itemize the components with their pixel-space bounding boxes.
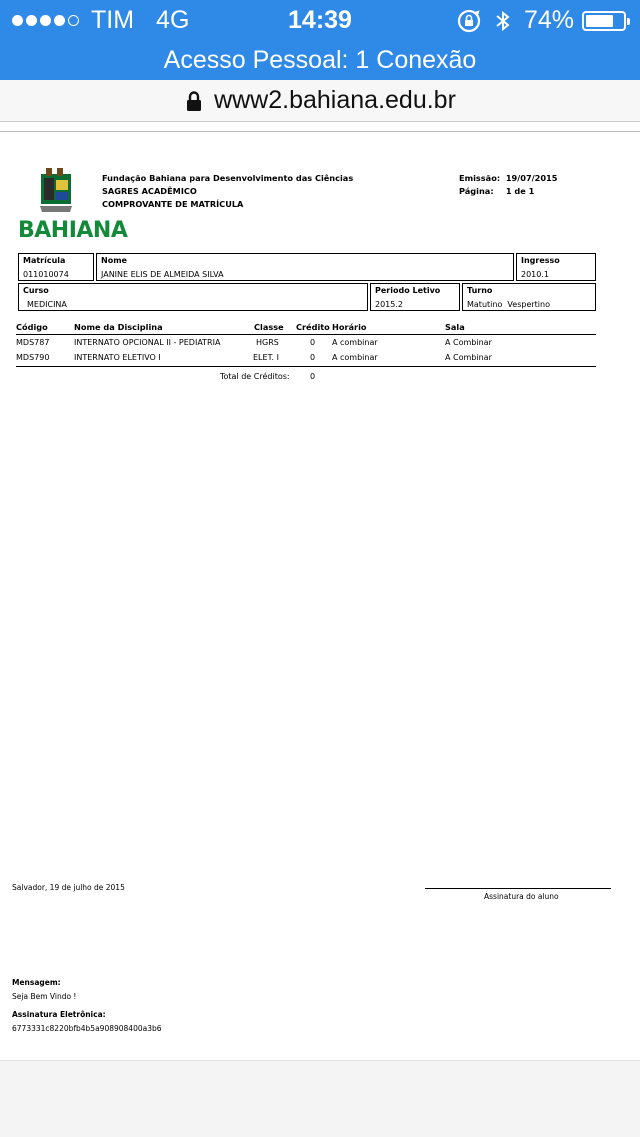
ingresso-value: 2010.1 [521, 270, 549, 279]
row2-horario: A combinar [332, 353, 378, 362]
row1-disciplina: INTERNATO OPCIONAL II - PEDIATRIA [74, 338, 221, 347]
row1-horario: A combinar [332, 338, 378, 347]
signature-label: Assinatura do aluno [484, 892, 559, 901]
network-type: 4G [156, 6, 190, 34]
message-value: Seja Bem Vindo ! [12, 992, 77, 1001]
col-header-credito: Crédito [296, 322, 330, 332]
browser-bottom-area [0, 1060, 640, 1137]
row2-disciplina: INTERNATO ELETIVO I [74, 353, 161, 362]
matricula-label: Matrícula [23, 256, 66, 265]
row1-classe: HGRS [256, 338, 279, 347]
nome-value: JANINE ELIS DE ALMEIDA SILVA [101, 270, 224, 279]
row1-sala: A Combinar [445, 338, 492, 347]
battery-icon [582, 11, 626, 31]
ingresso-box [516, 253, 596, 281]
esign-value: 6773331c8220bfb4b5a908908400a3b6 [12, 1024, 162, 1033]
bluetooth-icon [490, 8, 516, 34]
status-right [456, 6, 626, 35]
turno-value: Matutino Vespertino [467, 300, 550, 309]
page-number: 1 de 1 [505, 186, 535, 196]
status-time: 14:39 [288, 6, 352, 34]
col-header-sala: Sala [445, 322, 465, 332]
battery-percentage: 74% [523, 6, 574, 34]
matricula-box [18, 253, 94, 281]
curso-box [18, 283, 368, 311]
turno-box [462, 283, 596, 311]
row1-credito: 0 [310, 338, 316, 347]
document-meta [459, 172, 557, 198]
page-label: Página: [459, 186, 494, 196]
rotation-lock-icon [456, 8, 482, 34]
col-header-classe: Classe [254, 322, 284, 332]
battery-fill [586, 15, 613, 27]
row2-sala: A Combinar [445, 353, 492, 362]
matricula-value: 011010074 [23, 270, 69, 279]
lock-icon [184, 90, 204, 112]
message-label: Mensagem: [12, 978, 61, 987]
signature-line [425, 888, 611, 889]
nome-label: Nome [101, 256, 127, 265]
document-title: COMPROVANTE DE MATRÍCULA [102, 199, 244, 209]
status-bar [0, 0, 640, 40]
total-credits-value: 0 [310, 372, 316, 381]
document-page [0, 132, 640, 1060]
row2-classe: ELET. I [253, 353, 279, 362]
personal-hotspot-banner[interactable]: Acesso Pessoal: 1 Conexão [0, 40, 640, 80]
row1-codigo: MDS787 [16, 338, 50, 347]
total-credits-label: Total de Créditos: [220, 372, 290, 381]
emission-label: Emissão: [459, 173, 501, 183]
periodo-value: 2015.2 [375, 300, 403, 309]
url-text: www2.bahiana.edu.br [214, 86, 456, 114]
col-header-codigo: Código [16, 322, 48, 332]
emission-date: 19/07/2015 [505, 173, 558, 183]
row2-codigo: MDS790 [16, 353, 50, 362]
curso-value: MEDICINA [27, 300, 67, 309]
table-bottom-rule [16, 366, 596, 367]
periodo-box [370, 283, 460, 311]
institution-name: Fundação Bahiana para Desenvolvimento das Ciências [102, 173, 354, 183]
place-date: Salvador, 19 de julho de 2015 [12, 883, 125, 892]
address-bar[interactable] [0, 80, 640, 122]
col-header-disciplina: Nome da Disciplina [74, 322, 163, 332]
col-header-horario: Horário [332, 322, 367, 332]
turno-label: Turno [467, 286, 493, 295]
document-top-edge [0, 122, 640, 132]
document-header [102, 172, 353, 211]
logo-wordmark: BAHIANA [18, 218, 128, 243]
periodo-label: Periodo Letivo [375, 286, 441, 295]
ingresso-label: Ingresso [521, 256, 560, 265]
esign-label: Assinatura Eletrônica: [12, 1010, 106, 1019]
system-name: SAGRES ACADÊMICO [102, 186, 197, 196]
curso-label: Curso [23, 286, 49, 295]
nome-box [96, 253, 514, 281]
row2-credito: 0 [310, 353, 316, 362]
carrier-name: TIM [91, 6, 135, 34]
table-top-rule [16, 334, 596, 335]
